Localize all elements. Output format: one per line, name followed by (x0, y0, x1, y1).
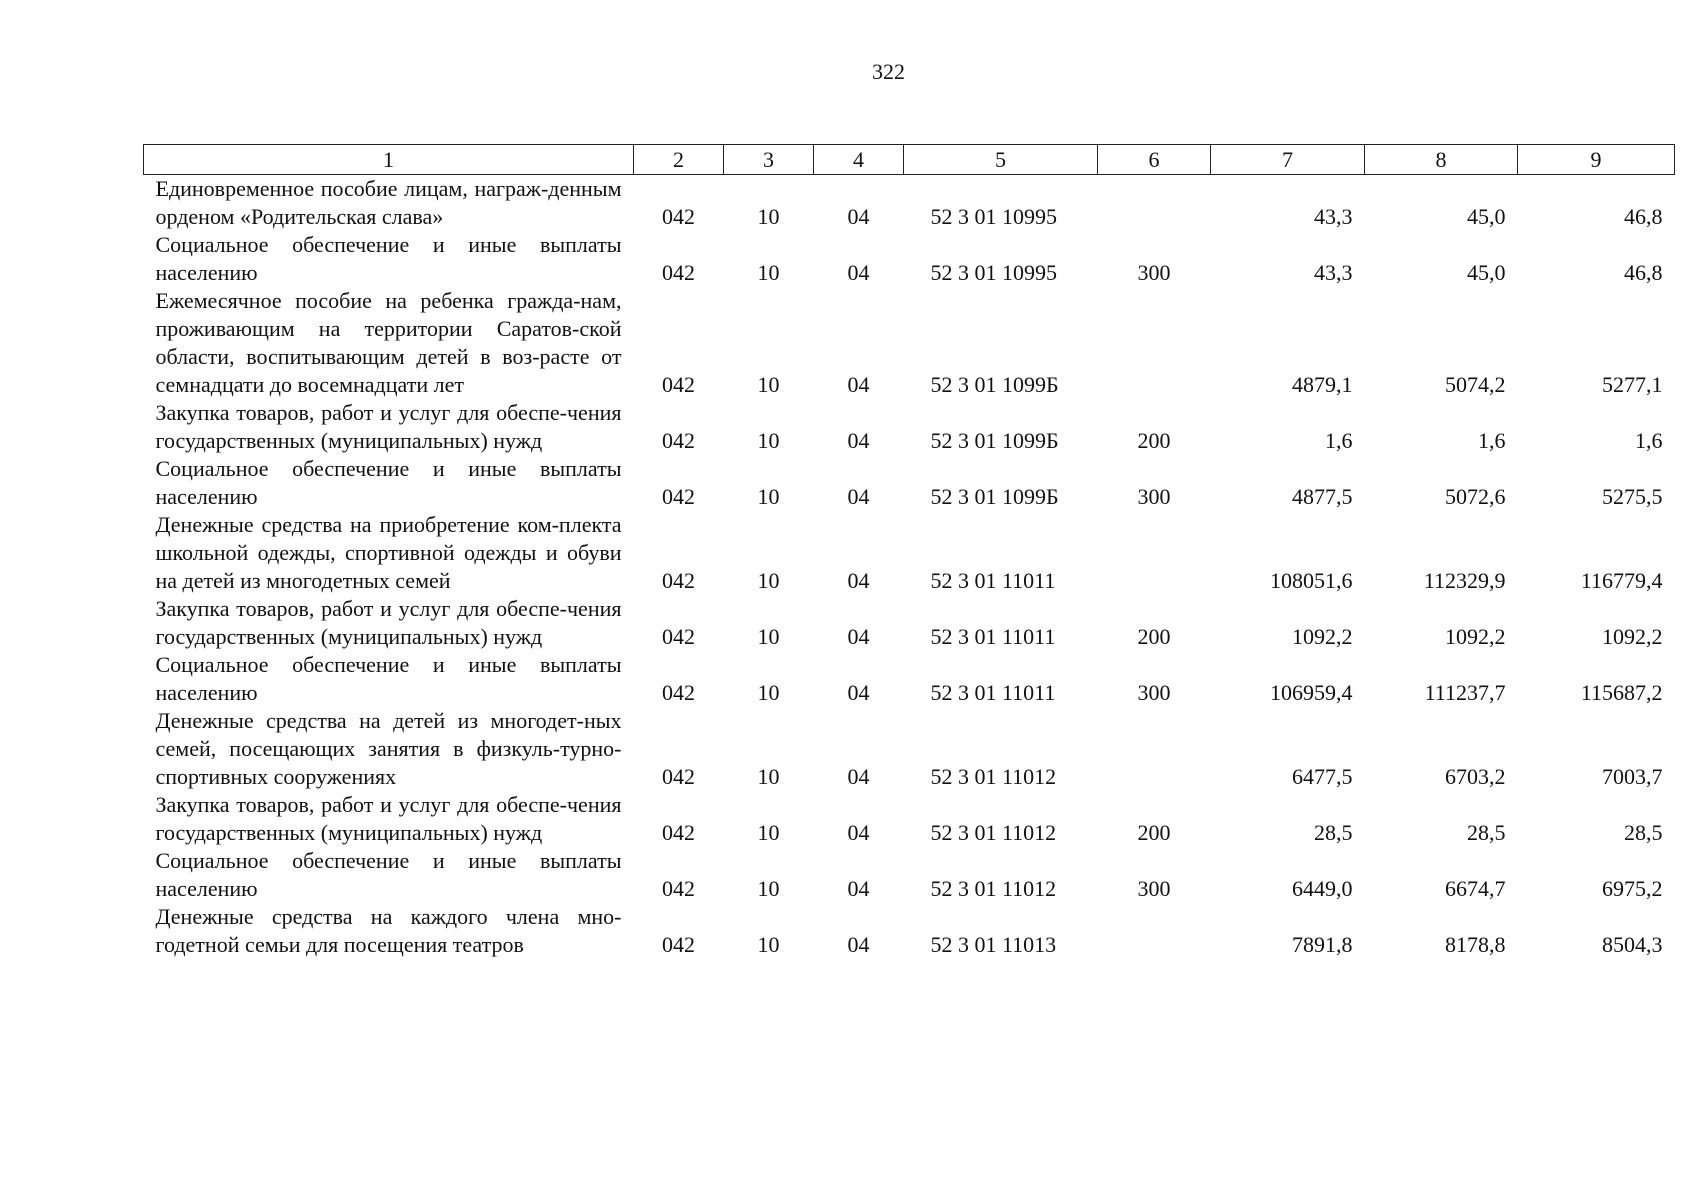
cell-target-article: 52 3 01 11012 (930, 820, 1057, 845)
table-header (144, 145, 1675, 175)
cell-ministry-code: 042 (662, 764, 695, 789)
cell-amount-year-1: 106959,4 (1270, 680, 1353, 705)
cell-amount-year-3: 6975,2 (1602, 876, 1663, 901)
cell-amount-year-1: 4877,5 (1292, 484, 1353, 509)
cell-amount-year-1: 4879,1 (1292, 372, 1353, 397)
cell-amount-year-3: 1,6 (1635, 428, 1663, 453)
cell-amount-year-2: 1,6 (1478, 428, 1506, 453)
header-row (144, 145, 1675, 175)
table-row (144, 651, 1675, 707)
cell-section: 10 (757, 568, 780, 593)
row-description: Единовременное пособие лицам, награж-денным орденом «Родительская слава» (155, 176, 622, 229)
table-row (144, 847, 1675, 903)
cell-ministry-code: 042 (662, 260, 695, 285)
cell-expense-type: 200 (1137, 428, 1171, 453)
row-description: Ежемесячное пособие на ребенка гражда-нам, проживающим на территории Саратов-ской области, воспитывающим детей в воз-расте от семнадцати до восемнадцати лет (155, 288, 622, 397)
column-header: 5 (904, 145, 1098, 175)
column-header: 8 (1365, 145, 1518, 175)
table-row (144, 175, 1675, 232)
cell-amount-year-3: 115687,2 (1580, 680, 1663, 705)
cell-section: 10 (757, 428, 780, 453)
cell-ministry-code: 042 (662, 876, 695, 901)
cell-amount-year-1: 6477,5 (1292, 764, 1353, 789)
cell-expense-type: 300 (1137, 680, 1171, 705)
cell-subsection: 04 (847, 820, 870, 845)
cell-ministry-code: 042 (662, 932, 695, 957)
column-header: 2 (634, 145, 724, 175)
cell-section: 10 (757, 624, 780, 649)
cell-amount-year-3: 5277,1 (1602, 372, 1663, 397)
cell-amount-year-2: 5074,2 (1445, 372, 1506, 397)
cell-ministry-code: 042 (662, 820, 695, 845)
row-description: Денежные средства на каждого члена мно-годетной семьи для посещения театров (155, 904, 622, 957)
cell-ministry-code: 042 (662, 680, 695, 705)
column-header: 3 (724, 145, 814, 175)
cell-amount-year-1: 7891,8 (1292, 932, 1353, 957)
cell-subsection: 04 (847, 568, 870, 593)
cell-amount-year-2: 112329,9 (1423, 568, 1506, 593)
cell-ministry-code: 042 (662, 624, 695, 649)
table-body (144, 175, 1675, 960)
cell-amount-year-2: 8178,8 (1445, 932, 1506, 957)
cell-amount-year-3: 1092,2 (1602, 624, 1663, 649)
cell-amount-year-2: 6703,2 (1445, 764, 1506, 789)
cell-subsection: 04 (847, 680, 870, 705)
row-description: Закупка товаров, работ и услуг для обеспе-чения государственных (муниципальных) нужд (155, 792, 622, 845)
cell-target-article: 52 3 01 11012 (930, 876, 1057, 901)
cell-amount-year-3: 5275,5 (1602, 484, 1663, 509)
cell-expense-type (1098, 175, 1211, 232)
cell-amount-year-2: 6674,7 (1445, 876, 1506, 901)
cell-expense-type (1098, 287, 1211, 399)
table-row (144, 231, 1675, 287)
row-description: Закупка товаров, работ и услуг для обеспе-чения государственных (муниципальных) нужд (155, 400, 622, 453)
cell-amount-year-2: 1092,2 (1445, 624, 1506, 649)
cell-section: 10 (757, 764, 780, 789)
cell-section: 10 (757, 204, 780, 229)
cell-amount-year-2: 45,0 (1467, 260, 1506, 285)
cell-ministry-code: 042 (662, 568, 695, 593)
table-row (144, 903, 1675, 959)
cell-expense-type: 200 (1137, 624, 1171, 649)
cell-ministry-code: 042 (662, 484, 695, 509)
cell-target-article: 52 3 01 1099Б (930, 484, 1059, 509)
cell-subsection: 04 (847, 624, 870, 649)
row-description: Социальное обеспечение и иные выплаты населению (155, 848, 622, 901)
table-row (144, 287, 1675, 399)
cell-amount-year-1: 6449,0 (1292, 876, 1353, 901)
cell-expense-type (1098, 511, 1211, 595)
cell-target-article: 52 3 01 11011 (930, 624, 1056, 649)
cell-subsection: 04 (847, 876, 870, 901)
cell-ministry-code: 042 (662, 372, 695, 397)
row-description: Денежные средства на детей из многодет-ных семей, посещающих занятия в физкуль-турно-спортивных сооружениях (155, 708, 622, 789)
table-row (144, 791, 1675, 847)
cell-section: 10 (757, 484, 780, 509)
page-number: 322 (872, 59, 905, 84)
row-description: Закупка товаров, работ и услуг для обеспе-чения государственных (муниципальных) нужд (155, 596, 622, 649)
cell-target-article: 52 3 01 11012 (930, 764, 1057, 789)
cell-subsection: 04 (847, 932, 870, 957)
cell-target-article: 52 3 01 11011 (930, 680, 1056, 705)
cell-section: 10 (757, 932, 780, 957)
cell-amount-year-1: 28,5 (1314, 820, 1353, 845)
cell-amount-year-3: 46,8 (1624, 260, 1663, 285)
cell-ministry-code: 042 (662, 204, 695, 229)
cell-section: 10 (757, 372, 780, 397)
cell-amount-year-3: 7003,7 (1602, 764, 1663, 789)
cell-ministry-code: 042 (662, 428, 695, 453)
cell-subsection: 04 (847, 764, 870, 789)
column-header: 1 (144, 145, 634, 175)
cell-target-article: 52 3 01 11013 (930, 932, 1057, 957)
cell-expense-type: 200 (1137, 820, 1171, 845)
cell-expense-type (1098, 903, 1211, 959)
cell-section: 10 (757, 820, 780, 845)
cell-amount-year-1: 1092,2 (1292, 624, 1353, 649)
cell-expense-type: 300 (1137, 876, 1171, 901)
cell-amount-year-1: 108051,6 (1270, 568, 1353, 593)
cell-amount-year-1: 43,3 (1314, 260, 1353, 285)
column-header: 4 (814, 145, 904, 175)
cell-target-article: 52 3 01 11011 (930, 568, 1056, 593)
cell-target-article: 52 3 01 10995 (930, 204, 1057, 229)
cell-subsection: 04 (847, 484, 870, 509)
cell-amount-year-2: 28,5 (1467, 820, 1506, 845)
cell-section: 10 (757, 680, 780, 705)
cell-subsection: 04 (847, 260, 870, 285)
cell-amount-year-3: 46,8 (1624, 204, 1663, 229)
table-row (144, 399, 1675, 455)
cell-target-article: 52 3 01 1099Б (930, 428, 1059, 453)
table-row (144, 595, 1675, 651)
cell-expense-type (1098, 707, 1211, 791)
column-header: 7 (1211, 145, 1365, 175)
cell-subsection: 04 (847, 372, 870, 397)
table-row (144, 511, 1675, 595)
cell-amount-year-3: 116779,4 (1580, 568, 1663, 593)
row-description: Денежные средства на приобретение ком-плекта школьной одежды, спортивной одежды и обуви на детей из многодетных семей (155, 512, 622, 593)
cell-amount-year-3: 28,5 (1624, 820, 1663, 845)
cell-section: 10 (757, 876, 780, 901)
row-description: Социальное обеспечение и иные выплаты населению (155, 232, 622, 285)
column-header: 6 (1098, 145, 1211, 175)
cell-section: 10 (757, 260, 780, 285)
cell-expense-type: 300 (1137, 484, 1171, 509)
cell-target-article: 52 3 01 1099Б (930, 372, 1059, 397)
column-header: 9 (1518, 145, 1675, 175)
cell-amount-year-1: 1,6 (1325, 428, 1353, 453)
cell-subsection: 04 (847, 428, 870, 453)
row-description: Социальное обеспечение и иные выплаты населению (155, 456, 622, 509)
cell-amount-year-3: 8504,3 (1602, 932, 1663, 957)
cell-amount-year-2: 5072,6 (1445, 484, 1506, 509)
row-description: Социальное обеспечение и иные выплаты населению (155, 652, 622, 705)
table-row (144, 707, 1675, 791)
cell-target-article: 52 3 01 10995 (930, 260, 1057, 285)
budget-table (143, 144, 1675, 959)
cell-amount-year-2: 45,0 (1467, 204, 1506, 229)
cell-amount-year-1: 43,3 (1314, 204, 1353, 229)
cell-amount-year-2: 111237,7 (1424, 680, 1506, 705)
cell-subsection: 04 (847, 204, 870, 229)
cell-expense-type: 300 (1137, 260, 1171, 285)
table-row (144, 455, 1675, 511)
